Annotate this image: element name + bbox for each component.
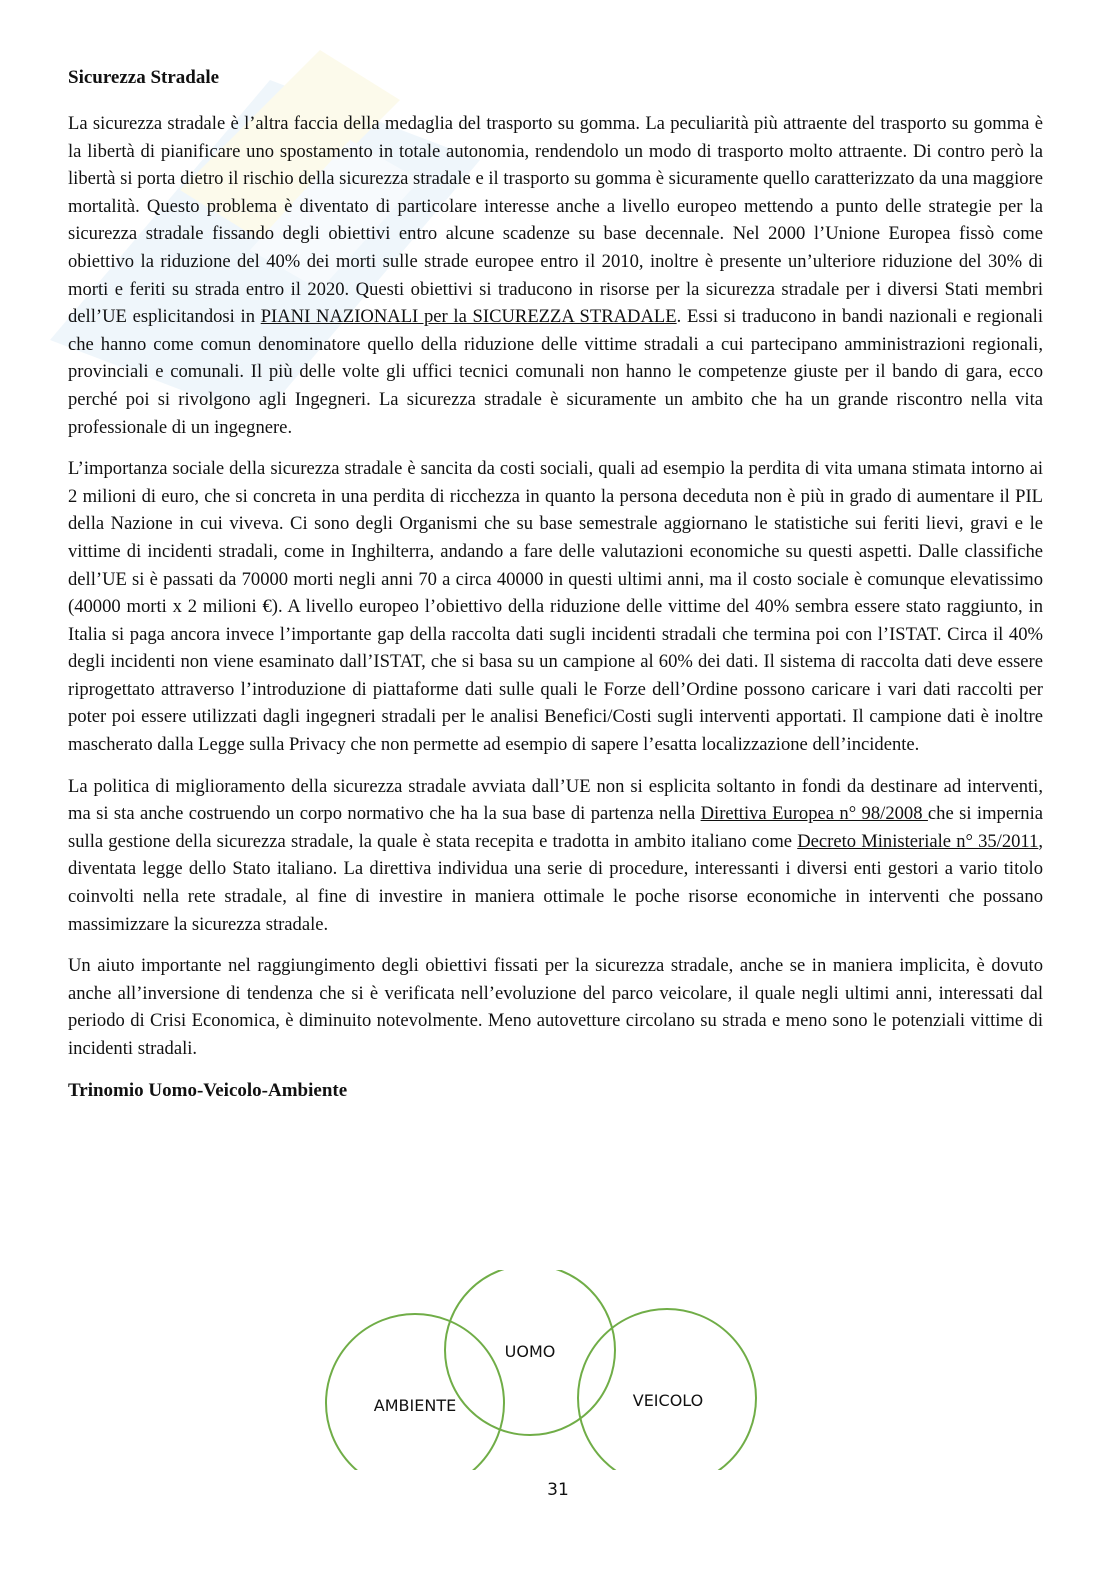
paragraph-1-text-b: . Essi si traducono in bandi nazionali e regionali che hanno come comun denominatore quello della riduzione delle vittime stradali a cui partecipano amministrazioni regionali, provinciali e comunali. Il più delle volte gli uffici tecnici comunali non hanno le competenze giuste per il bando di gara, ecco perché poi si rivolgono agli Ingegneri. La sicurezza stradale è sicuramente un ambito che ha un grande riscontro nella vita professionale di un ingegnere.	[68, 306, 1044, 438]
link-piani-nazionali[interactable]: PIANI NAZIONALI per la SICUREZZA STRADALE	[260, 306, 677, 328]
paragraph-2: L’importanza sociale della sicurezza stradale è sancita da costi sociali, quali ad esempio la perdita di vita umana stimata intorno ai 2 milioni di euro, che si concreta in una perdita di ricchezza in quanto la persona deceduta non è più in grado di aumentare il PIL della Nazione in cui viveva. Ci sono degli Organismi che su base semestrale aggiornano le statistiche sui feriti lievi, gravi e le vittime di incidenti stradali, come in Inghilterra, andando a fare delle valutazioni economiche su questi aspetti. Dalle classifiche dell’UE si è passati da 70000 morti negli anni 70 a circa 40000 in questi ultimi anni, ma il costo sociale è comunque elevatissimo (40000 morti x 2 milioni €). A livello europeo l’obiettivo della riduzione delle vittime del 40% sembra essere stato raggiunto, in Italia si paga ancora invece l’importante gap della raccolta dati sugli incidenti stradali che termina poi con l’ISTAT. Circa il 40% degli incidenti non viene esaminato dall’ISTAT, che si basa su un campione al 60% dei dati. Il sistema di raccolta dati deve essere riprogettato attraverso l’introduzione di piattaforme dati sulle quali le Forze dell’Ordine possono caricare i vari dati raccolti per poter poi essere utilizzati dagli ingegneri stradali per le analisi Benefici/Costi sugli interventi apportati. Il campione dati è inoltre mascherato dalla Legge sulla Privacy che non permette ad esempio di sapere l’esatta localizzazione dell’incidente.	[68, 458, 1043, 756]
paragraph-1-text-a: La sicurezza stradale è l’altra faccia della medaglia del trasporto su gomma. La peculiarità più attraente del trasporto su gomma è la libertà di pianificare uno spostamento in totale autonomia, rendendolo un modo di trasporto molto attraente. Di contro però la libertà si porta dietro il rischio della sicurezza stradale e il trasporto su gomma è sicuramente quello caratterizzato da una maggiore mortalità. Questo problema è diventato di particolare interesse anche a livello europeo mettendo a punto delle strategie per la sicurezza stradale fissando degli obiettivi entro alcune scadenze su base decennale. Nel 2000 l’Unione Europea fissò come obiettivo la riduzione del 40% dei morti sulle strade europee entro il 2010, inoltre è presente un’ulteriore riduzione del 30% di morti e feriti su strada entro il 2020. Questi obiettivi si traducono in risorse per la sicurezza stradale per i diversi Stati membri dell’UE esplicitandosi in	[68, 113, 1043, 328]
trinomio-diagram	[0, 1270, 1116, 1470]
section-title-sicurezza-stradale: Sicurezza Stradale	[68, 67, 220, 88]
label-uomo: UOMO	[504, 1342, 556, 1361]
paragraph-4: Un aiuto importante nel raggiungimento degli obiettivi fissati per la sicurezza stradale, anche se in maniera implicita, è dovuto anche all’inversione di tendenza che si è verificata nell’evoluzione del parco veicolare, il quale negli ultimi anni, interessati dal periodo di Crisi Economica, è diminuito notevolmente. Meno autovetture circolano su strada e meno sono le potenziali vittime di incidenti stradali.	[68, 955, 1043, 1059]
label-veicolo: VEICOLO	[632, 1391, 704, 1410]
paragraph-1	[68, 110, 1043, 441]
label-ambiente: AMBIENTE	[373, 1396, 457, 1415]
paragraph-3-text-c: , diventata legge dello Stato italiano. La direttiva individua una serie di procedure, interessanti i diversi enti gestori a vario titolo coinvolti nella rete stradale, al fine di investire in maniera ottimale le poche risorse economiche in interventi che possano massimizzare la sicurezza stradale.	[68, 830, 1043, 935]
paragraph-3	[68, 773, 1043, 939]
paragraph-3-text-a: La politica di miglioramento della sicurezza stradale avviata dall’UE non si esplicita soltanto in fondi da destinare ad interventi, ma si sta anche costruendo un corpo normativo che ha la sua base di partenza nella	[68, 775, 1043, 825]
page-number: 31	[547, 1480, 569, 1500]
document-page	[68, 64, 1043, 1123]
link-direttiva-europea[interactable]: Direttiva Europea n° 98/2008	[700, 803, 928, 825]
section-title-trinomio: Trinomio Uomo-Veicolo-Ambiente	[68, 1079, 348, 1101]
paragraph-3-text-b: che si impernia sulla gestione della sicurezza stradale, la quale è stata recepita e tradotta in ambito italiano come	[68, 803, 1043, 852]
circle-ambiente	[326, 1314, 504, 1470]
link-decreto-ministeriale[interactable]: Decreto Ministeriale n° 35/2011	[797, 830, 1039, 852]
